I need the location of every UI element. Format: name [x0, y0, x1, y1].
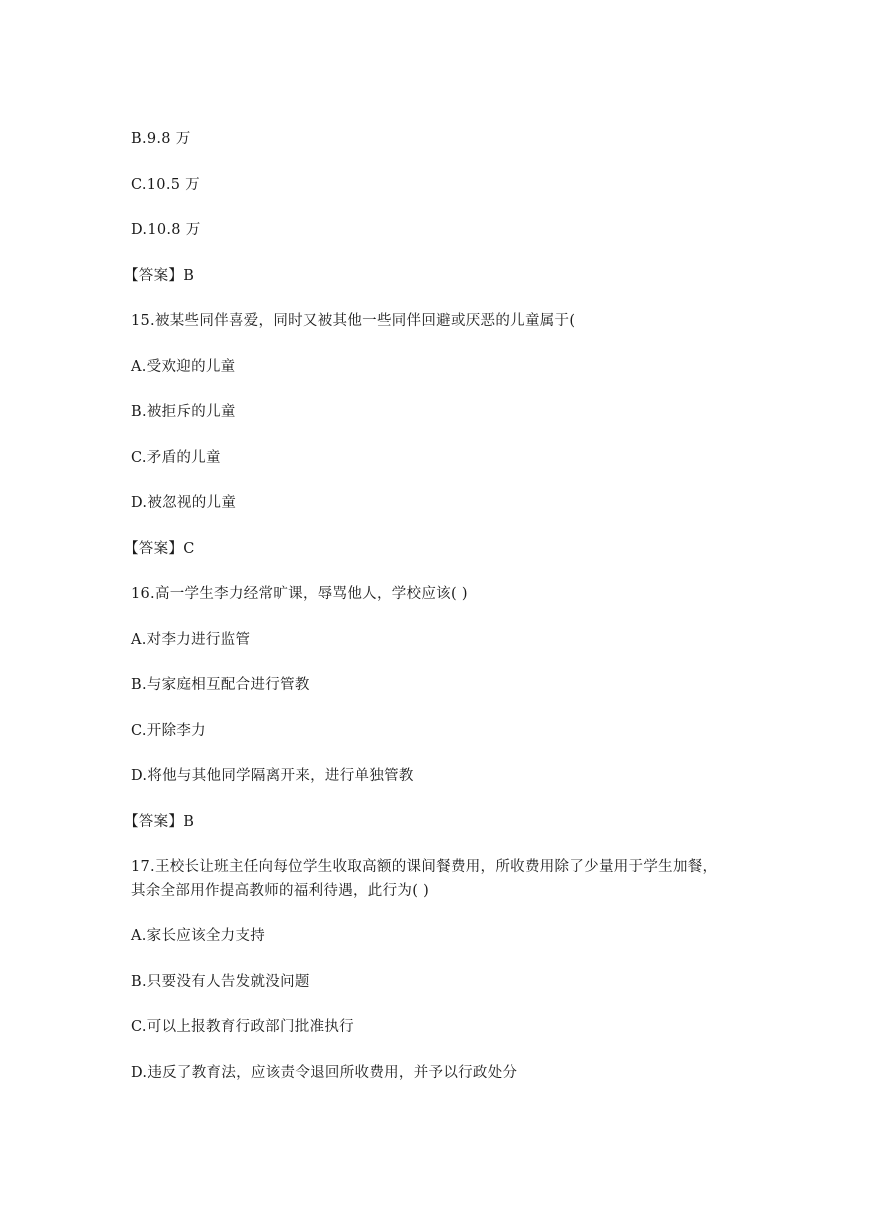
answer-q16: 【答案】B	[124, 814, 195, 830]
option-a-q15: A.受欢迎的儿童	[131, 359, 236, 375]
question-15: 15.被某些同伴喜爱，同时又被其他一些同伴回避或厌恶的儿童属于(	[131, 313, 576, 329]
option-b-q15: B.被拒斥的儿童	[131, 404, 236, 420]
option-a-q17: A.家长应该全力支持	[131, 928, 266, 944]
option-d-q16: D.将他与其他同学隔离开来，进行单独管教	[131, 768, 414, 784]
answer-q14: 【答案】B	[124, 268, 195, 284]
option-c-q16: C.开除李力	[131, 723, 206, 739]
option-c-q17: C.可以上报教育行政部门批准执行	[131, 1019, 354, 1035]
answer-q15: 【答案】C	[124, 541, 195, 557]
question-17-line-2: 其余全部用作提高教师的福利待遇，此行为( )	[131, 883, 430, 899]
option-d-q17: D.违反了教育法，应该责令退回所收费用，并予以行政处分	[131, 1065, 518, 1081]
option-c-q15: C.矛盾的儿童	[131, 450, 221, 466]
option-a-q16: A.对李力进行监管	[131, 632, 251, 648]
option-b-q16: B.与家庭相互配合进行管教	[131, 677, 310, 693]
question-17-line-1: 17.王校长让班主任向每位学生收取高额的课间餐费用，所收费用除了少量用于学生加餐，	[131, 859, 718, 875]
option-b-q17: B.只要没有人告发就没问题	[131, 974, 310, 990]
option-d-q15: D.被忽视的儿童	[131, 495, 237, 511]
question-16: 16.高一学生李力经常旷课，辱骂他人，学校应该( )	[131, 586, 468, 602]
option-c-q14: C.10.5 万	[131, 177, 200, 193]
option-d-q14: D.10.8 万	[131, 222, 201, 238]
option-b-q14: B.9.8 万	[131, 131, 191, 147]
